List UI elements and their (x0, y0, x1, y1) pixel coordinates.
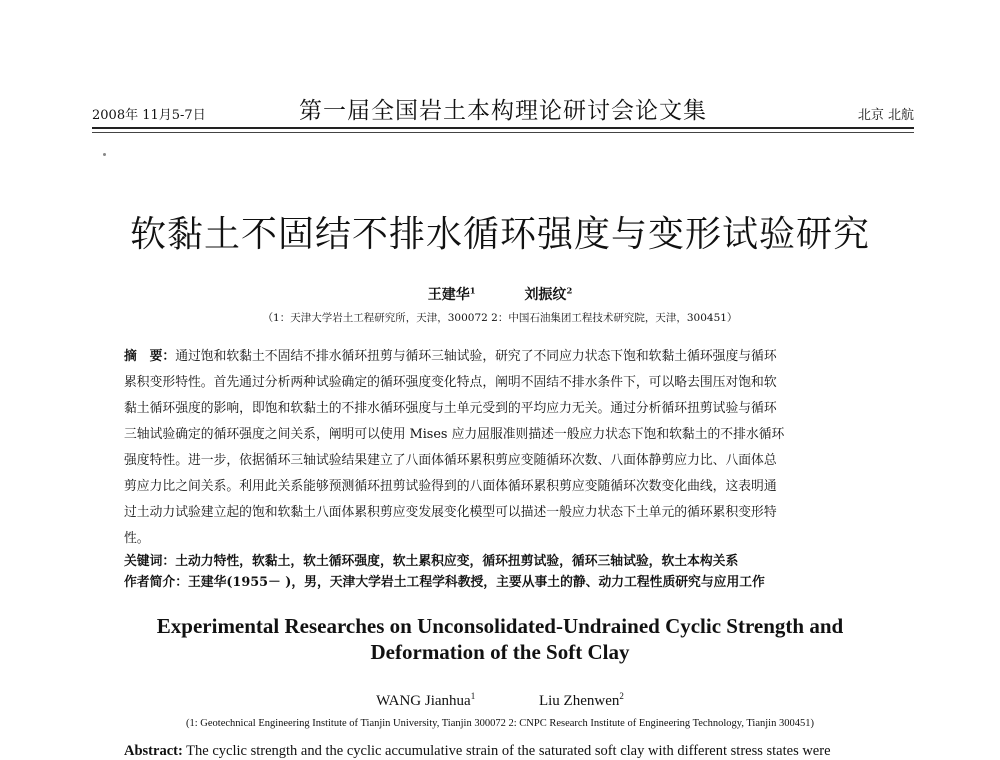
cn-abstract-line: 强度特性。进一步，依据循环三轴试验结果建立了八面体循环累积剪应变随循环次数、八面体静剪应力比、八面体总 (124, 453, 777, 468)
cn-abstract-line: 三轴试验确定的循环强度之间关系，阐明可以使用 Mises 应力屈服准则描述一般应力状态下饱和软黏土的不排水循环 (124, 427, 785, 442)
running-header (92, 92, 914, 122)
cn-author-2: 刘振纹$^2$ (524, 285, 573, 303)
en-affiliation: (1: Geotechnical Engineering Institute of Tianjin University, Tianjin 300072 2: CNPC Research Institute of Engineering Technology, Tianjin 300451) (186, 718, 814, 729)
cn-paper-title: 软黏土不固结不排水循环强度与变形试验研究 (129, 214, 870, 255)
en-abstract-label: Abstract: (124, 743, 183, 759)
en-title-line-2: Deformation of the Soft Clay (370, 640, 630, 664)
cn-abstract-line: 剪应力比之间关系。利用此关系能够预测循环扭剪试验得到的八面体循环累积剪应变随循环次数变化曲线，这表明通 (124, 479, 777, 494)
cn-abstract-line: 过土动力试验建立起的饱和软黏土八面体累积剪应变发展变化模型可以描述一般应力状态下土单元的循环累积变形特 (124, 505, 777, 520)
cn-abstract-line: 累积变形特性。首先通过分析两种试验确定的循环强度变化特点，阐明不固结不排水条件下，可以略去围压对饱和软 (124, 375, 777, 390)
cn-authors (0, 284, 1000, 304)
en-authors (0, 691, 1000, 710)
header-location: 北京 北航 (857, 108, 914, 123)
en-author-1: WANG Jianhua$^1$ (376, 691, 476, 709)
cn-affiliation: （1：天津大学岩土工程研究所，天津，300072 2：中国石油集团工程技术研究院，天津，300451） (262, 312, 738, 324)
en-paper-title (0, 613, 1000, 665)
cn-abstract-line: 摘 要：通过饱和软黏土不固结不排水循环扭剪与循环三轴试验，研究了不同应力状态下饱和软黏土循环强度与循环 (124, 349, 777, 364)
header-date: 2008年 11月5-7日 (92, 108, 206, 123)
cn-author-bio: 作者简介：王建华(1955－ )，男，天津大学岩土工程学科教授，主要从事土的静、动力工程性质研究与应用工作 (124, 575, 765, 590)
cn-keywords: 关键词：土动力特性，软黏土，软土循环强度，软土累积应变，循环扭剪试验，循环三轴试验，软土本构关系 (124, 554, 739, 569)
cn-abstract-label: 摘 要： (124, 349, 176, 364)
cn-author-1: 王建华$^1$ (427, 285, 476, 303)
header-rule-thick (92, 127, 914, 129)
speck-mark (103, 153, 106, 156)
cn-abstract-line: 性。 (124, 531, 150, 546)
en-abstract-line: Abstract: The cyclic strength and the cyclic accumulative strain of the saturated soft clay with different stress states were (124, 743, 831, 759)
header-journal-title: 第一届全国岩土本构理论研讨会论文集 (299, 98, 707, 124)
en-author-2: Liu Zhenwen$^2$ (538, 691, 624, 709)
header-rule-thin (92, 132, 914, 133)
en-title-line-1: Experimental Researches on Unconsolidated-Undrained Cyclic Strength and (156, 614, 844, 638)
cn-abstract-line: 黏土循环强度的影响，即饱和软黏土的不排水循环强度与土单元受到的平均应力无关。通过分析循环扭剪试验与循环 (124, 401, 777, 416)
